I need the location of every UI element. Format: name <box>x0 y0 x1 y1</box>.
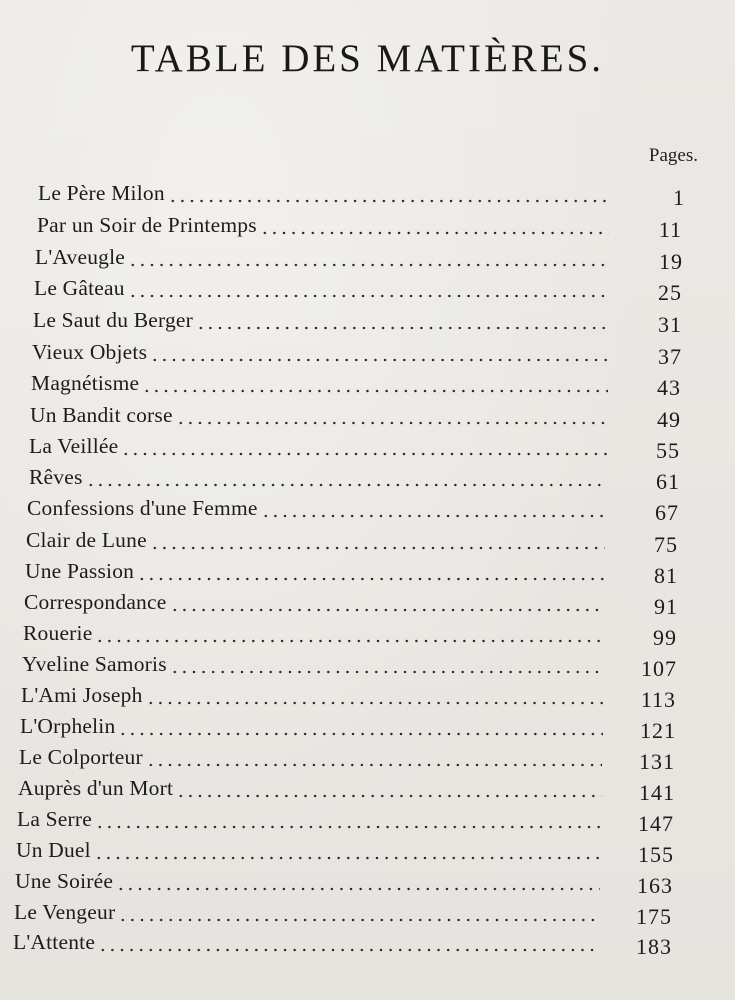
toc-entry-page: 163 <box>637 873 673 898</box>
dot-leader <box>146 701 603 705</box>
toc-entry <box>30 402 681 432</box>
dot-leader <box>150 358 609 362</box>
dot-leader <box>121 452 607 456</box>
dot-leader <box>261 514 606 518</box>
page-title: TABLE DES MATIÈRES. <box>130 37 605 80</box>
toc-entry-title: L'Ami Joseph <box>21 682 143 707</box>
toc-entry-page: 37 <box>658 344 682 369</box>
dot-leader <box>150 546 605 550</box>
dot-leader <box>170 608 606 612</box>
toc-entry-page: 49 <box>657 407 681 432</box>
dot-leader <box>128 294 609 298</box>
toc-entry-title: Le Père Milon <box>38 180 165 205</box>
toc-entry <box>16 837 674 867</box>
toc-entry-title: Un Duel <box>16 837 91 862</box>
toc-entry <box>35 244 683 274</box>
pages-column-header: Pages. <box>648 145 698 166</box>
toc-entry <box>22 651 677 681</box>
dot-leader <box>168 199 612 203</box>
dot-leader <box>146 763 602 767</box>
toc-entry-title: Le Gâteau <box>34 275 125 300</box>
toc-entry-page: 31 <box>658 312 682 337</box>
dot-leader <box>95 639 604 643</box>
toc-entry-page: 121 <box>640 718 676 743</box>
dot-leader <box>170 670 604 674</box>
toc-entry-title: L'Orphelin <box>20 713 116 738</box>
toc-entry-title: Par un Soir de Printemps <box>37 212 257 237</box>
toc-entry <box>15 868 673 898</box>
toc-entry-title: Le Vengeur <box>14 899 116 924</box>
toc-entry <box>31 370 681 400</box>
dot-leader <box>98 948 599 952</box>
dot-leader <box>95 825 601 829</box>
dot-leader <box>176 421 608 425</box>
dot-leader <box>142 389 608 393</box>
toc-entry <box>38 180 685 210</box>
toc-entry-title: Rêves <box>29 464 83 489</box>
toc-entry-page: 147 <box>638 811 674 836</box>
toc-entry-title: Une Passion <box>25 558 135 583</box>
toc-entry-title: L'Aveugle <box>35 244 126 269</box>
toc-entry-page: 43 <box>657 375 681 400</box>
toc-entry <box>29 464 680 494</box>
toc-entry-title: Magnétisme <box>31 370 140 395</box>
toc-entry-title: Auprès d'un Mort <box>18 775 174 800</box>
toc-entry-page: 75 <box>654 532 678 557</box>
toc-entry-page: 141 <box>639 780 675 805</box>
toc-entry-title: Clair de Lune <box>26 527 147 552</box>
toc-entry-page: 81 <box>654 563 678 588</box>
toc-entry-page: 1 <box>673 185 685 210</box>
dot-leader <box>137 577 605 581</box>
toc-entry-title: Un Bandit corse <box>30 402 173 427</box>
dot-leader <box>176 794 602 798</box>
toc-entry <box>19 744 675 774</box>
toc-entry-page: 55 <box>656 438 680 463</box>
toc-entry-page: 175 <box>636 904 672 929</box>
toc-entry-title: La Serre <box>17 806 93 831</box>
toc-entry-page: 107 <box>641 656 677 681</box>
toc-entry <box>14 899 672 929</box>
toc-entry <box>18 775 675 805</box>
toc-entry <box>24 589 678 619</box>
toc-entry <box>26 527 678 557</box>
toc-entry <box>27 495 679 525</box>
toc-entry <box>25 558 678 588</box>
toc-entry-title: Confessions d'une Femme <box>27 495 258 520</box>
toc-entry-title: Rouerie <box>23 620 93 645</box>
toc-entry-page: 19 <box>659 249 683 274</box>
toc-entry <box>13 929 672 959</box>
toc-entry-page: 183 <box>636 934 672 959</box>
toc-entry-title: L'Attente <box>13 929 96 954</box>
toc-entry <box>29 433 680 463</box>
toc-entry-page: 25 <box>658 280 682 305</box>
toc-entry-title: Le Colporteur <box>19 744 143 769</box>
toc-entry-page: 131 <box>639 749 675 774</box>
toc-entry-title: Correspondance <box>24 589 167 614</box>
toc-entry <box>37 212 682 242</box>
toc-entry-title: Le Saut du Berger <box>33 307 194 332</box>
dot-leader <box>86 483 607 487</box>
dot-leader <box>260 231 609 235</box>
toc-entry-page: 91 <box>654 594 678 619</box>
dot-leader <box>94 856 601 860</box>
toc-entry-page: 11 <box>658 217 682 242</box>
toc-entry-page: 67 <box>655 500 679 525</box>
toc-entry <box>34 275 682 305</box>
toc-entry-title: La Veillée <box>29 433 119 458</box>
toc-entry <box>17 806 674 836</box>
toc-entry-title: Une Soirée <box>15 868 114 893</box>
dot-leader <box>118 918 599 922</box>
dot-leader <box>196 326 609 330</box>
dot-leader <box>116 887 600 891</box>
toc-entry <box>32 339 682 369</box>
toc-entry-page: 113 <box>640 687 676 712</box>
toc-entry <box>33 307 682 337</box>
toc-entry-page: 61 <box>656 469 680 494</box>
toc-entry <box>23 620 677 650</box>
toc-entry <box>21 682 676 712</box>
toc-entry-title: Yveline Samoris <box>22 651 167 676</box>
toc-entry <box>20 713 676 743</box>
dot-leader <box>128 263 610 267</box>
toc-entry-page: 99 <box>653 625 677 650</box>
dot-leader <box>118 732 603 736</box>
toc-entry-page: 155 <box>638 842 674 867</box>
toc-entry-title: Vieux Objets <box>32 339 148 364</box>
